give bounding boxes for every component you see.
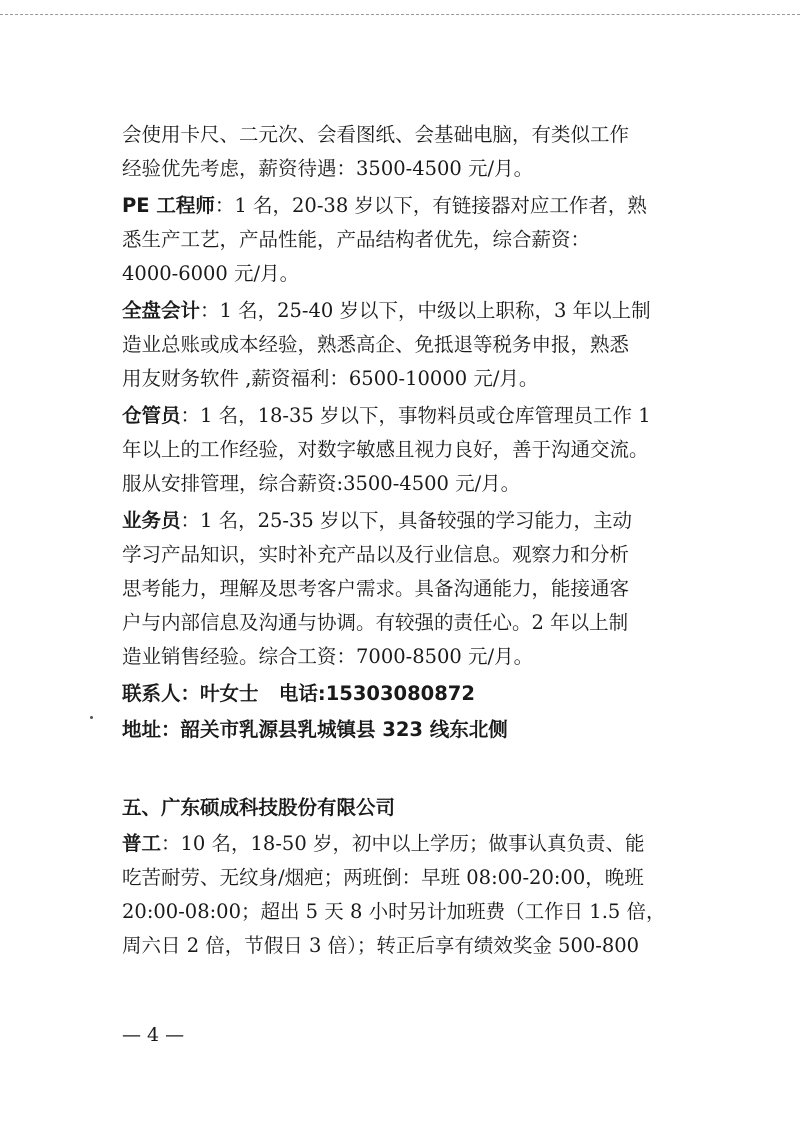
position-warehouse-keeper: [122, 399, 687, 501]
position-line: 服从安排管理，综合薪资:3500-4500 元/月。: [122, 472, 521, 495]
position-title: 全盘会计: [122, 299, 201, 322]
position-line: 年以上的工作经验，对数字敏感且视力良好，善于沟通交流。: [122, 438, 649, 461]
intro-line: 会使用卡尺、二元次、会看图纸、会基础电脑，有类似工作: [122, 123, 630, 146]
position-line: 用友财务软件 ,薪资福利：6500-10000 元/月。: [122, 367, 539, 390]
position-line: 造业总账或成本经验，熟悉高企、免抵退等税务申报，熟悉: [122, 333, 630, 356]
position-accountant: [122, 294, 687, 396]
position-line: [122, 504, 687, 538]
position-line: 吃苦耐劳、无纹身/烟疤；两班倒：早班 08:00-20:00，晚班: [122, 866, 644, 889]
position-title: 仓管员: [122, 404, 181, 427]
intro-paragraph: [122, 118, 687, 186]
position-line: 周六日 2 倍，节假日 3 倍）；转正后享有绩效奖金 500-800: [122, 934, 640, 957]
intro-line: 经验优先考虑，薪资待遇：3500-4500 元/月。: [122, 157, 534, 180]
position-text: ：1 名，20-38 岁以下，有链接器对应工作者，熟: [214, 194, 647, 217]
position-title: 普工: [122, 832, 162, 855]
position-text: ：1 名，18-35 岁以下，事物料员或仓库管理员工作 1: [180, 404, 651, 427]
position-line: 思考能力，理解及思考客户需求。具备沟通能力，能接通客: [122, 577, 630, 600]
address-line: 地址：韶关市乳源县乳城镇县 323 线东北侧: [122, 718, 508, 741]
position-title: 业务员: [122, 509, 181, 532]
page-top-border: [0, 0, 800, 15]
position-line: 户与内部信息及沟通与协调。有较强的责任心。2 年以上制: [122, 611, 629, 634]
contact-person: 联系人：叶女士: [122, 682, 259, 705]
position-line: [122, 399, 687, 433]
position-line: [122, 294, 687, 328]
position-text: ：1 名，25-40 岁以下，中级以上职称，3 年以上制: [200, 299, 651, 322]
position-text: ：10 名，18-50 岁，初中以上学历；做事认真负责、能: [161, 832, 645, 855]
position-line: 20:00-08:00；超出 5 天 8 小时另计加班费（工作日 1.5 倍，: [122, 900, 666, 923]
position-salesperson: [122, 504, 687, 674]
position-text: ：1 名，25-35 岁以下，具备较强的学习能力，主动: [180, 509, 633, 532]
scan-speck: [90, 716, 93, 719]
position-pe-engineer: [122, 189, 687, 291]
position-line: 造业销售经验。综合工资：7000-8500 元/月。: [122, 645, 534, 668]
position-line: 悉生产工艺，产品性能，产品结构者优先，综合薪资：: [122, 228, 591, 251]
position-general-worker: [122, 827, 687, 963]
contact-phone: 电话:15303080872: [278, 682, 475, 705]
document-body: [122, 118, 687, 966]
section-heading: 五、广东硕成科技股份有限公司: [122, 796, 396, 819]
contact-line: [122, 677, 687, 711]
page-number: — 4 —: [122, 1024, 185, 1046]
position-line: [122, 827, 687, 861]
position-line: [122, 189, 687, 223]
position-line: 4000-6000 元/月。: [122, 262, 300, 285]
position-title: PE 工程师: [122, 194, 215, 217]
position-line: 学习产品知识，实时补充产品以及行业信息。观察力和分析: [122, 543, 630, 566]
